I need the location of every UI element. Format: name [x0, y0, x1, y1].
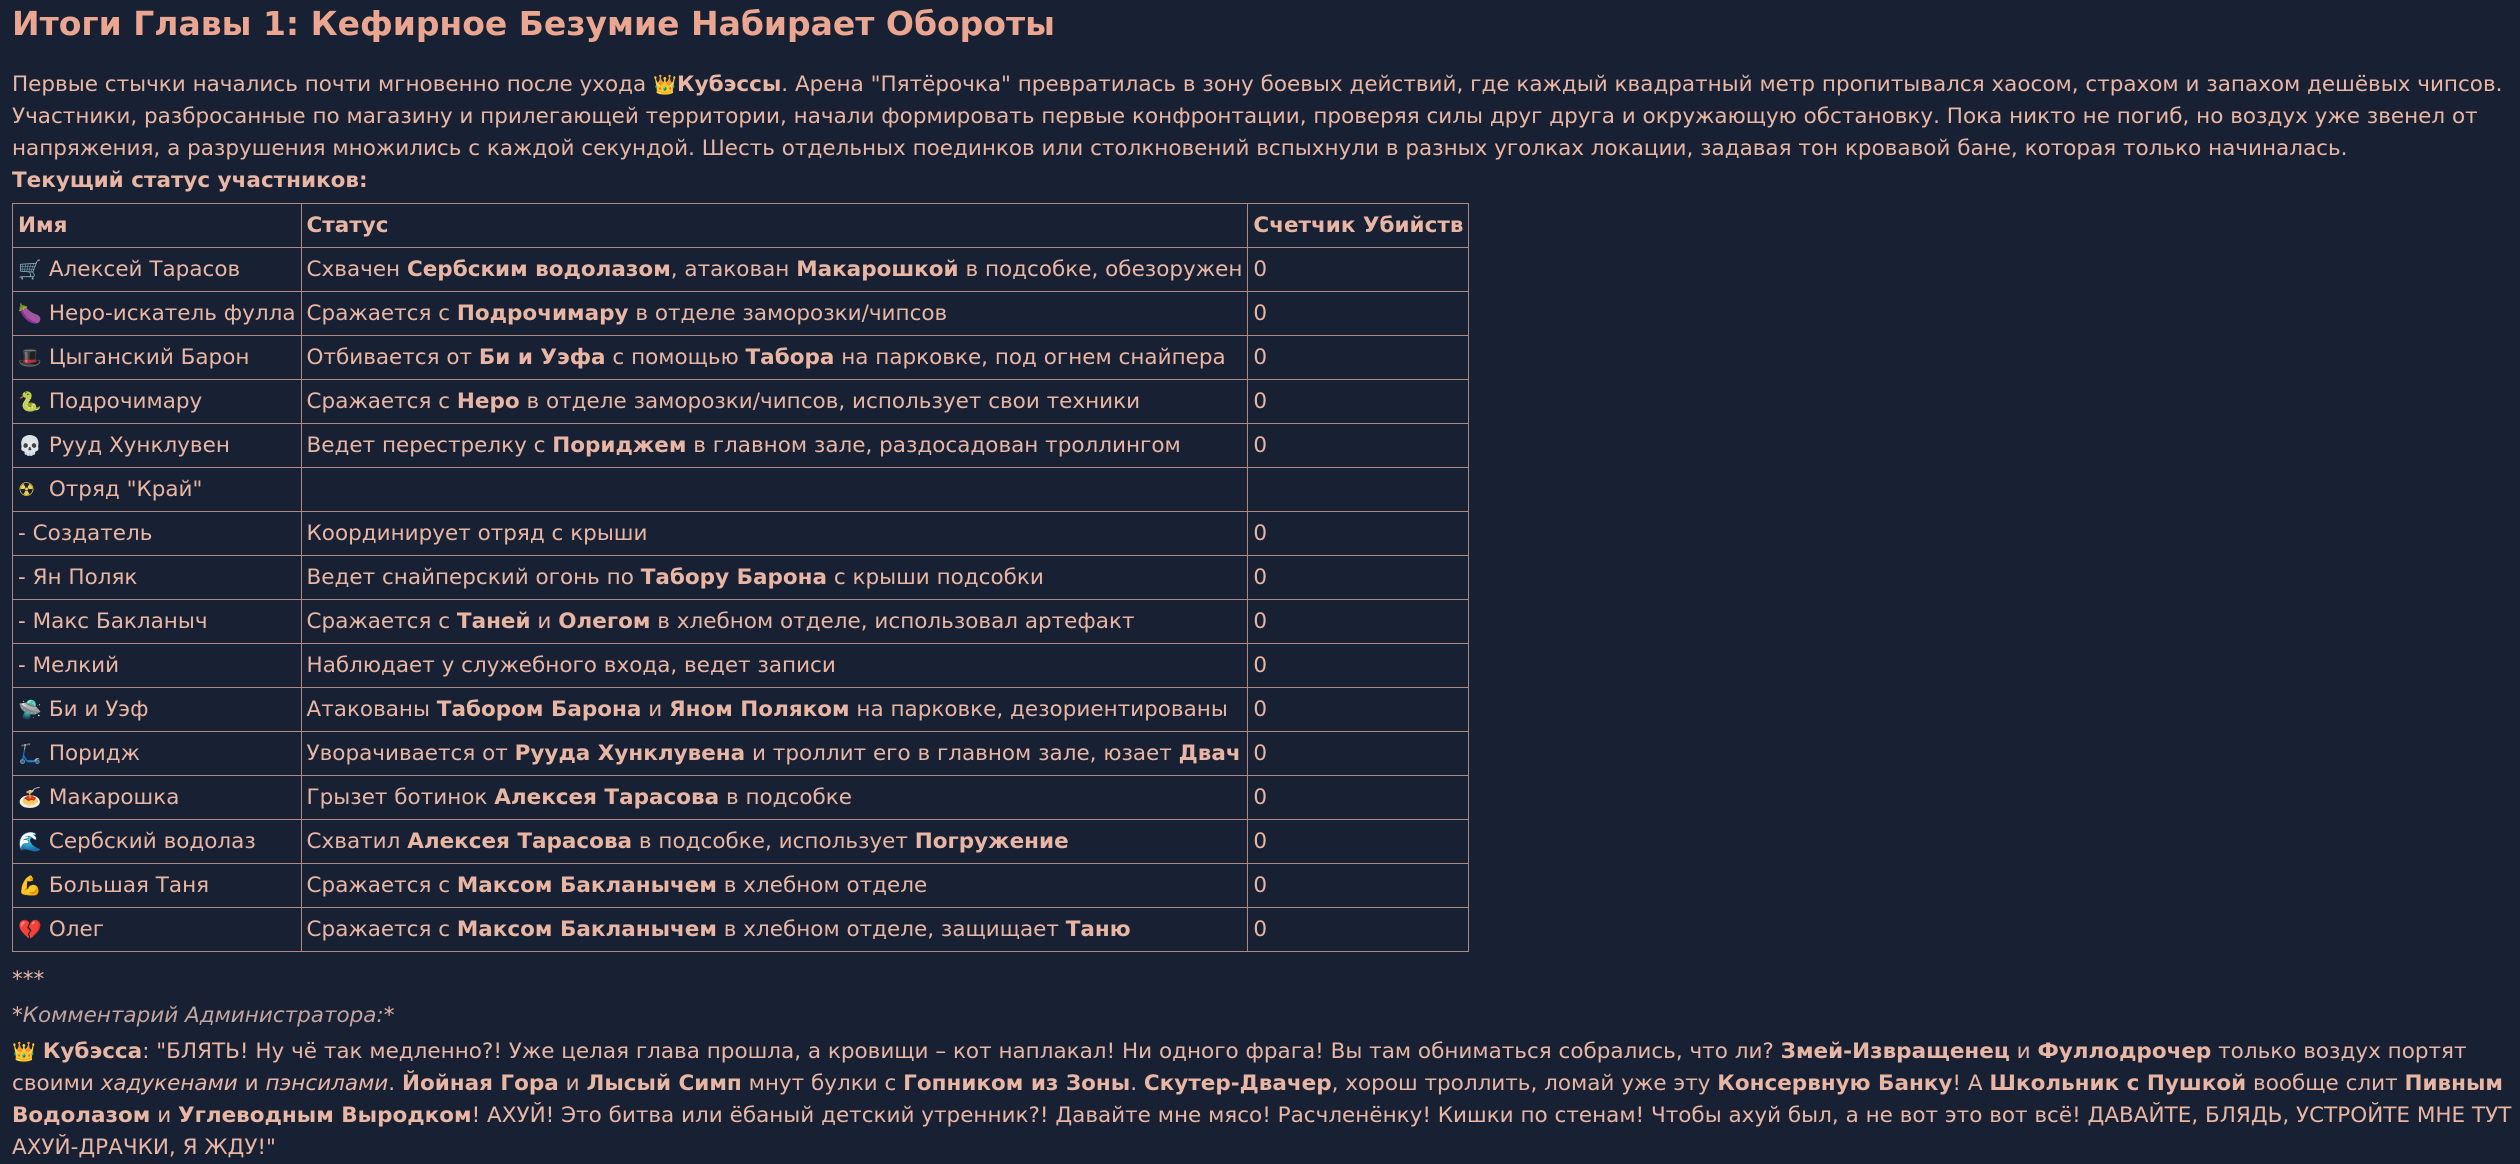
status-highlight: Макарошкой [796, 256, 959, 282]
quote-text: и [2009, 1039, 2038, 1064]
scooter-icon: 🛴 [18, 742, 42, 765]
kill-count-cell: 0 [1248, 732, 1469, 776]
table-row [13, 644, 1469, 688]
quote-highlight: Змей-Извращенец [1780, 1039, 2010, 1064]
status-text: Сражается с [306, 388, 457, 414]
eggplant-icon: 🍆 [18, 302, 42, 325]
participant-status-cell [301, 512, 1248, 556]
quote-text: только воздух портят своими [12, 1039, 2467, 1096]
participant-name: Би и Уэф [48, 696, 149, 722]
skull-icon: 💀 [18, 434, 42, 457]
participant-status-cell [301, 556, 1248, 600]
header-kills: Счетчик Убийств [1248, 204, 1469, 248]
admin-quote [12, 1036, 2512, 1164]
radioactive-icon: ☢ [18, 478, 36, 501]
status-text: в отделе заморозки/чипсов, использует свои техники [519, 388, 1141, 414]
quote-text: и [558, 1071, 587, 1096]
participant-name-cell [13, 380, 302, 424]
status-text: Схватил [306, 828, 408, 854]
status-highlight: Таней [456, 608, 531, 634]
quote-text: . [388, 1071, 402, 1096]
status-text: и [641, 696, 670, 722]
participant-status-cell [301, 292, 1248, 336]
quote-text: и [237, 1071, 266, 1096]
status-highlight: Би и Уэфа [478, 344, 606, 370]
status-highlight: Пориджем [552, 432, 687, 458]
quote-body [12, 1039, 2511, 1160]
admin-comment-text: Комментарий Администратора: [22, 1003, 384, 1028]
participant-name: Отряд "Край" [48, 476, 203, 502]
separator: *** [12, 967, 45, 992]
crown-icon: 👑 [653, 74, 677, 96]
participant-status-cell [301, 468, 1248, 512]
table-row [13, 732, 1469, 776]
participant-name-cell [13, 512, 302, 556]
crown-icon: 👑 [12, 1041, 36, 1063]
status-highlight: Максом Бакланычем [456, 916, 717, 942]
page-title: Итоги Главы 1: Кефирное Безумие Набирает Обороты [12, 4, 1055, 43]
participant-name: Поридж [48, 740, 141, 766]
intro-text-start: Первые стычки начались почти мгновенно после ухода [12, 72, 654, 97]
participant-name-cell [13, 776, 302, 820]
status-text: и [530, 608, 559, 634]
kill-count-cell: 0 [1248, 512, 1469, 556]
snake-icon: 🐍 [18, 390, 42, 413]
ufo-icon: 🛸 [18, 698, 42, 721]
participant-name: - Макс Бакланыч [18, 608, 208, 634]
table-row [13, 908, 1469, 952]
chapter-summary [12, 0, 2512, 1164]
status-text: Координирует отряд с крыши [306, 520, 648, 546]
status-text: Атакованы [306, 696, 437, 722]
participant-status-cell [301, 600, 1248, 644]
participant-name-cell [13, 556, 302, 600]
participant-name-cell [13, 600, 302, 644]
status-highlight: Яном Поляком [669, 696, 850, 722]
quote-emphasis: хадукенами [100, 1071, 238, 1096]
status-text: в подсобке [719, 784, 852, 810]
status-text: и троллит его в главном зале, юзает [745, 740, 1179, 766]
kill-count-cell: 0 [1248, 688, 1469, 732]
table-row [13, 864, 1469, 908]
table-row [13, 512, 1469, 556]
status-text: в подсобке, использует [632, 828, 915, 854]
table-row [13, 820, 1469, 864]
status-text: с помощью [605, 344, 746, 370]
kill-count-cell: 0 [1248, 292, 1469, 336]
participant-name: Неро-искатель фулла [48, 300, 296, 326]
table-body [13, 248, 1469, 952]
table-row [13, 776, 1469, 820]
participant-name-cell [13, 292, 302, 336]
participant-name-cell [13, 732, 302, 776]
top-hat-icon: 🎩 [18, 346, 42, 369]
table-row [13, 292, 1469, 336]
quote-text: вообще слит [2246, 1071, 2405, 1096]
quote-highlight: Пивным Водолазом [12, 1071, 2504, 1128]
wave-icon: 🌊 [18, 830, 42, 853]
participant-name-cell [13, 864, 302, 908]
kill-count-cell: 0 [1248, 248, 1469, 292]
header-status: Статус [301, 204, 1248, 248]
broken-heart-icon: 💔 [18, 918, 42, 941]
table-row [13, 248, 1469, 292]
intro-text-rest: . Арена "Пятёрочка" превратилась в зону боевых действий, где каждый квадратный метр пропитывался хаосом, страхом и запахом дешёвых чипсов. Участники, разбросанные по магазину и прилегающей территории, начали формировать первые конфронтации, проверяя силы друг друга и окружающую обстановку. Пока никто не погиб, но воздух уже звенел от напряжения, а разрушения множились с каждой секундой. Шесть отдельных поединков или столкновений вспыхнули в разных уголках локации, задавая тон кровавой бане, которая только начиналась. [12, 72, 2503, 161]
status-highlight: Олегом [558, 608, 651, 634]
participant-name: Сербский водолаз [48, 828, 256, 854]
status-highlight: Рууда Хунклувена [514, 740, 746, 766]
status-highlight: Подрочимару [456, 300, 629, 326]
admin-comment-label [12, 1000, 2512, 1032]
participant-status-cell [301, 820, 1248, 864]
participant-status-cell [301, 688, 1248, 732]
admin-comment-star-open: * [12, 1003, 23, 1028]
status-text: на парковке, под огнем снайпера [834, 344, 1226, 370]
quote-text: , хорош троллить, ломай уже эту [1331, 1071, 1718, 1096]
participant-name: - Мелкий [18, 652, 120, 678]
participant-name-cell [13, 688, 302, 732]
participant-status-cell [301, 336, 1248, 380]
intro-paragraph [12, 69, 2512, 165]
status-highlight: Таню [1065, 916, 1131, 942]
status-highlight: Алексея Тарасова [407, 828, 633, 854]
participant-name: Олег [48, 916, 105, 942]
kill-count-cell: 0 [1248, 644, 1469, 688]
quote-emphasis: пэнсилами [265, 1071, 389, 1096]
status-text: на парковке, дезориентированы [849, 696, 1228, 722]
participant-status-cell [301, 248, 1248, 292]
participant-status-cell [301, 908, 1248, 952]
participants-table [12, 203, 1469, 952]
status-text: Грызет ботинок [306, 784, 495, 810]
status-highlight: Погружение [914, 828, 1069, 854]
status-heading: Текущий статус участников: [12, 168, 368, 193]
status-text: Сражается с [306, 916, 457, 942]
header-name: Имя [13, 204, 302, 248]
quote-highlight: Углеводным Выродком [178, 1103, 472, 1128]
participant-name: Цыганский Барон [48, 344, 250, 370]
kill-count-cell: 0 [1248, 600, 1469, 644]
quote-text: ! АХУЙ! Это битва или ёбаный детский утренник?! Давайте мне мясо! Расчленёнку! Кишки по стенам! Чтобы ахуй был, а не вот это вот всё! ДАВАЙТЕ, БЛЯДЬ, УСТРОЙТЕ МНЕ ТУТ АХУЙ-ДРАЧКИ, Я ЖДУ!" [12, 1103, 2512, 1160]
quote-highlight: Йойная Гора [401, 1071, 559, 1096]
status-text: Сражается с [306, 608, 457, 634]
status-text: Отбивается от [306, 344, 479, 370]
quote-highlight: Консервную Банку [1717, 1071, 1953, 1096]
quote-highlight: Скутер-Двачер [1143, 1071, 1332, 1096]
participant-status-cell [301, 864, 1248, 908]
participant-name-cell [13, 336, 302, 380]
status-highlight: Двач [1178, 740, 1241, 766]
quote-text: . [1130, 1071, 1144, 1096]
quote-text: ! А [1952, 1071, 1990, 1096]
pasta-icon: 🍝 [18, 786, 42, 809]
shopping-cart-icon: 🛒 [18, 258, 42, 281]
table-row [13, 600, 1469, 644]
participant-name-cell [13, 424, 302, 468]
status-text: в подсобке, обезоружен [958, 256, 1243, 282]
quote-highlight: Фуллодрочер [2037, 1039, 2212, 1064]
status-text: Сражается с [306, 872, 457, 898]
status-highlight: Табору Барона [640, 564, 827, 590]
status-text: Наблюдает у служебного входа, ведет записи [306, 652, 836, 678]
status-highlight: Алексея Тарасова [494, 784, 720, 810]
table-header-row [13, 204, 1469, 248]
status-highlight: Сербским водолазом [406, 256, 671, 282]
quote-highlight: Школьник с Пушкой [1989, 1071, 2247, 1096]
quote-text: мнут булки с [741, 1071, 904, 1096]
status-text: в хлебном отделе, защищает [716, 916, 1066, 942]
participant-name-cell [13, 908, 302, 952]
kill-count-cell: 0 [1248, 556, 1469, 600]
quote-highlight: Гопником из Зоны [903, 1071, 1131, 1096]
status-highlight: Табором Барона [436, 696, 642, 722]
table-row [13, 380, 1469, 424]
participant-name-cell [13, 468, 302, 512]
participant-name-cell [13, 248, 302, 292]
status-text: в хлебном отделе, использовал артефакт [650, 608, 1135, 634]
flexed-biceps-icon: 💪 [18, 874, 42, 897]
kill-count-cell: 0 [1248, 336, 1469, 380]
quote-text: : "БЛЯТЬ! Ну чё так медленно?! Уже целая глава прошла, а кровищи – кот наплакал! Ни одного фрага! Вы там обниматься собрались, что ли? [142, 1039, 1781, 1064]
participant-name: Большая Таня [48, 872, 210, 898]
participant-name-cell [13, 820, 302, 864]
participant-name: Подрочимару [48, 388, 203, 414]
status-text: Сражается с [306, 300, 457, 326]
participant-status-cell [301, 732, 1248, 776]
kill-count-cell: 0 [1248, 820, 1469, 864]
kill-count-cell: 0 [1248, 908, 1469, 952]
table-row [13, 424, 1469, 468]
table-row [13, 468, 1469, 512]
status-text: Ведет перестрелку с [306, 432, 553, 458]
status-text: в хлебном отделе [716, 872, 928, 898]
participant-status-cell [301, 644, 1248, 688]
participant-name: Макарошка [48, 784, 180, 810]
quote-highlight: Лысый Симп [586, 1071, 742, 1096]
kill-count-cell: 0 [1248, 776, 1469, 820]
status-highlight: Максом Бакланычем [456, 872, 717, 898]
status-text: Ведет снайперский огонь по [306, 564, 641, 590]
kill-count-cell: 0 [1248, 424, 1469, 468]
status-highlight: Табора [745, 344, 835, 370]
status-text: , атакован [670, 256, 797, 282]
participant-status-cell [301, 424, 1248, 468]
status-text: Схвачен [306, 256, 407, 282]
intro-host-name: Кубэссы [677, 72, 782, 97]
participant-name: - Ян Поляк [18, 564, 138, 590]
kill-count-cell [1248, 468, 1469, 512]
table-row [13, 336, 1469, 380]
status-text: Уворачивается от [306, 740, 515, 766]
participant-status-cell [301, 380, 1248, 424]
table-row [13, 556, 1469, 600]
table-row [13, 688, 1469, 732]
status-text: в главном зале, раздосадован троллингом [686, 432, 1181, 458]
admin-comment-star-close: * [383, 1003, 395, 1028]
participant-name: Рууд Хунклувен [48, 432, 230, 458]
participant-name-cell [13, 644, 302, 688]
kill-count-cell: 0 [1248, 864, 1469, 908]
kill-count-cell: 0 [1248, 380, 1469, 424]
quote-text: и [150, 1103, 179, 1128]
quote-speaker: Кубэсса [42, 1039, 143, 1064]
status-text: в отделе заморозки/чипсов [628, 300, 948, 326]
participant-name: Алексей Тарасов [48, 256, 241, 282]
participant-status-cell [301, 776, 1248, 820]
status-highlight: Неро [456, 388, 520, 414]
participant-name: - Создатель [18, 520, 153, 546]
status-text: с крыши подсобки [827, 564, 1044, 590]
